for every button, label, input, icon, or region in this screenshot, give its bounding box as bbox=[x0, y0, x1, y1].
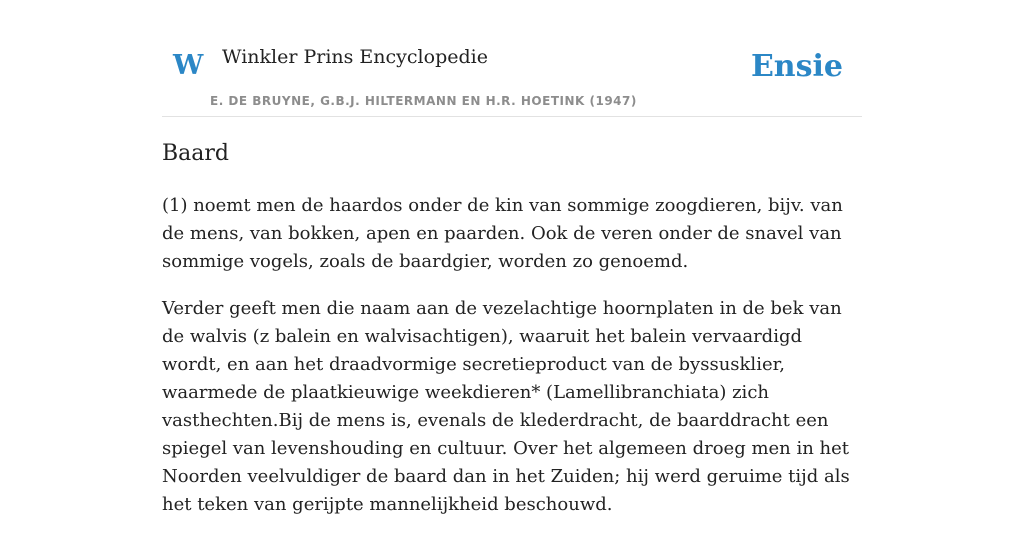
source-logo[interactable]: W bbox=[173, 50, 204, 81]
page bbox=[162, 0, 862, 515]
brand-logo[interactable]: Ensie bbox=[750, 49, 843, 84]
source-title[interactable]: Winkler Prins Encyclopedie bbox=[222, 46, 488, 68]
entry-title: Baard bbox=[162, 141, 229, 166]
entry-paragraph: (1) noemt men de haardos onder de kin van sommige zoogdieren, bijv. van de mens, van bokken, apen en paarden. Ook de veren onder de snavel van sommige vogels, zoals de baardgier, worden zo genoemd. bbox=[162, 195, 843, 272]
entry-paragraph: Verder geeft men die naam aan de vezelachtige hoornplaten in de bek van de walvis (z balein en walvisachtigen), waaruit het balein vervaardigd wordt, en aan het draadvormige secretieproduct van de byssusklier, waarmede de plaatkieuwige weekdieren* (Lamellibranchiata) zich vasthechten.Bij de mens is, evenals de klederdracht, de baarddracht een spiegel van levenshouding en cultuur. Over het algemeen droeg men in het Noorden veelvuldiger de baard dan in het Zuiden; hij werd geruime tijd als het teken van gerijpte mannelijkheid beschouwd. bbox=[162, 298, 850, 515]
source-authors: E. DE BRUYNE, G.B.J. HILTERMANN EN H.R. HOETINK (1947) bbox=[210, 94, 637, 108]
header bbox=[162, 0, 862, 117]
entry-body bbox=[162, 192, 862, 538]
